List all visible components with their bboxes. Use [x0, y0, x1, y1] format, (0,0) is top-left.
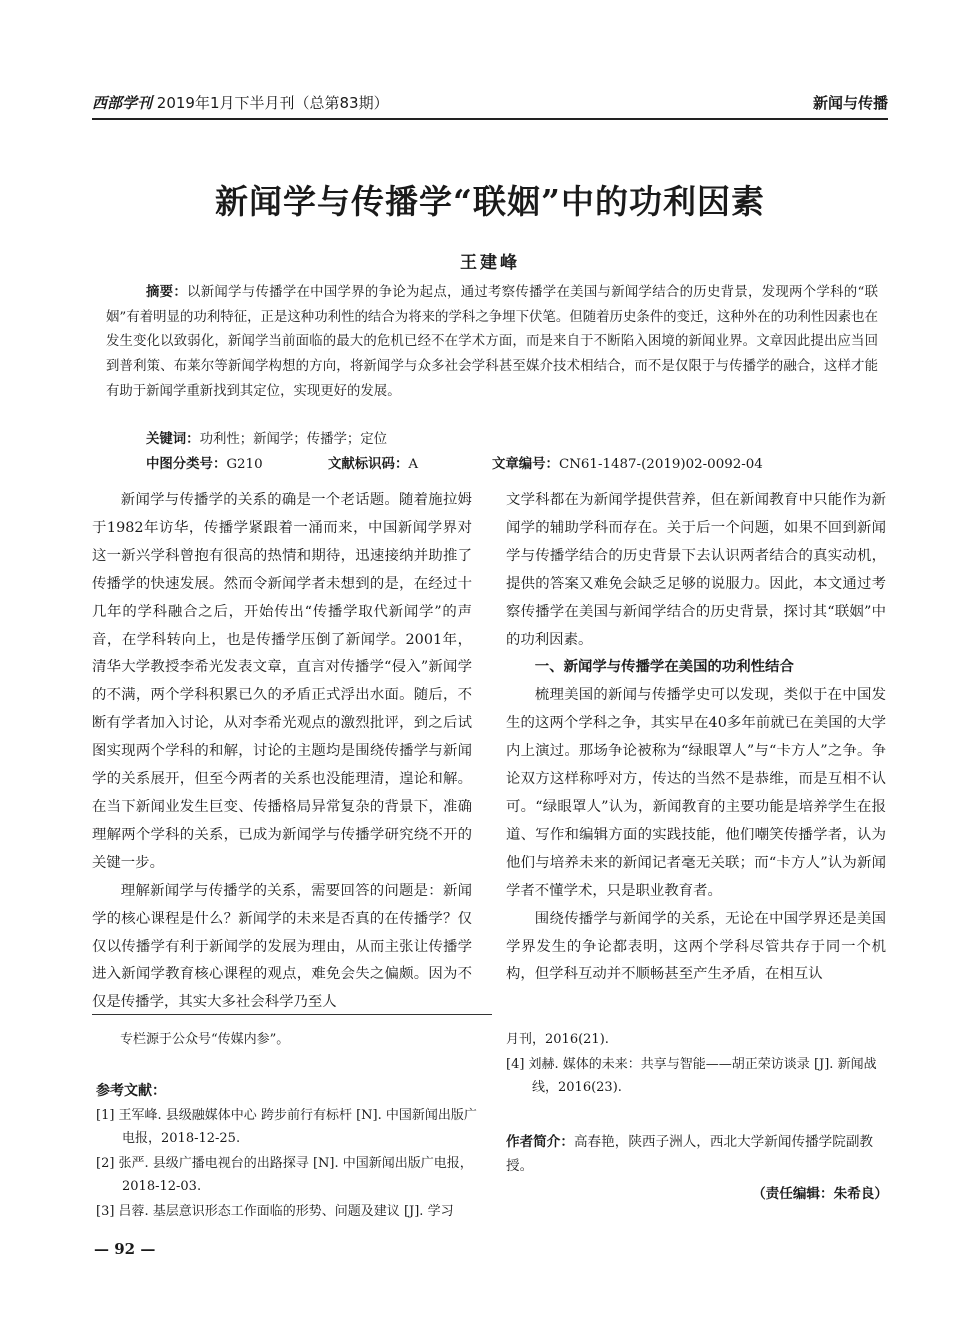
header-section: 新闻与传播	[812, 94, 888, 112]
article-number-value: CN61-1487-(2019)02-0092-04	[558, 457, 763, 472]
article-author: 王建峰	[460, 253, 520, 273]
abstract-text: 以新闻学与传播学在中国学界的争论为起点，通过考察传播学在美国与新闻学结合的历史背景，发现两个学科的“联姻”有着明显的功利特征，正是这种功利性的结合为将来的学科之争埋下伏笔。但随着历史条件的变迁，这种外在的功利性因素也在发生变化以致弱化，新闻学当前面临的最大的危机已经不在学术方面，而是来自于不断陷入困境的新闻业界。文章因此提出应当回到普利策、布莱尔等新闻学构想的方向，将新闻学与众多社会学科甚至媒介技术相结合，而不是仅限于与传播学的融合，这样才能有助于新闻学重新找到其定位，实现更好的发展。	[106, 285, 878, 399]
article-title: 新闻学与传播学“联姻”中的功利因素	[215, 182, 765, 221]
body-paragraph: 理解新闻学与传播学的关系，需要回答的问题是：新闻学的核心课程是什么？新闻学的未来是否真的在传播学？仅仅以传播学有利于新闻学的发展为理由，从而主张让传播学进入新闻学教育核心课程的观点，难免会失之偏颇。因为不仅是传播学，其实大多社会科学乃至人	[92, 882, 472, 1011]
body-paragraph: 围绕传播学与新闻学的关系，无论在中国学界还是美国学界发生的争论都表明，这两个学科尽管共存于同一个机构，但学科互动并不顺畅甚至产生矛盾，在相互认	[506, 910, 886, 983]
doc-code-value: A	[408, 457, 419, 472]
header-journal-issue	[92, 92, 389, 113]
article-number-label: 文章编号：	[492, 457, 559, 472]
journal-name: 西部学刊	[92, 94, 153, 112]
bio-text: 高春艳，陕西子洲人，西北大学新闻传播学院副教授。	[506, 1134, 874, 1174]
references-list-left	[96, 1104, 486, 1225]
header-rule	[92, 118, 888, 120]
clc-label: 中图分类号：	[146, 457, 227, 472]
issue-info: 2019年1月下半月刊（总第83期）	[156, 94, 389, 112]
clc-value: G210	[226, 457, 263, 472]
body-paragraph: 新闻学与传播学的关系的确是一个老话题。随着施拉姆于1982年访华，传播学紧跟着一涌而来，中国新闻学界对这一新兴学科曾抱有很高的热情和期待，迅速接纳并助推了传播学的快速发展。然而令新闻学者未想到的是，在经过十几年的学科融合之后，开始传出“传播学取代新闻学”的声音，在学科转向上，也是传播学压倒了新闻学。2001年，清华大学教授李希光发表文章，直言对传播学“侵入”新闻学的不满，两个学科积累已久的矛盾正式浮出水面。随后，不断有学者加入讨论，从对李希光观点的激烈批评，到之后试图实现两个学科的和解，讨论的主题均是围绕传播学与新闻学的关系展开，但至今两者的关系也没能理清，遑论和解。在当下新闻业发生巨变、传播格局异常复杂的背景下，准确理解两个学科的关系，已成为新闻学与传播学研究绕不开的关键一步。	[92, 492, 472, 871]
reference-item: 月刊，2016(21).	[506, 1032, 609, 1047]
reference-item: [2] 张严. 县级广播电视台的出路探寻 [N]. 中国新闻出版广电报，2018-12-03.	[96, 1156, 473, 1194]
keywords-label: 关键词：	[146, 432, 200, 447]
responsible-editor: （责任编辑：朱希良）	[752, 1186, 888, 1202]
references-list-right	[506, 1028, 890, 1101]
body-column-left	[92, 487, 472, 1017]
body-column-right	[506, 487, 886, 989]
doc-code-label: 文献标识码：	[328, 457, 409, 472]
reference-item: [4] 刘赫. 媒体的未来：共享与智能——胡正荣访谈录 [J]. 新闻战线，2016(23).	[506, 1057, 877, 1095]
abstract-label: 摘要：	[146, 285, 188, 300]
footnote-rule	[92, 1014, 492, 1015]
reference-item: [3] 吕蓉. 基层意识形态工作面临的形势、问题及建议 [J]. 学习	[96, 1204, 454, 1219]
abstract	[106, 281, 878, 405]
author-bio	[506, 1130, 892, 1178]
page-number: — 92 —	[94, 1240, 156, 1258]
body-paragraph: 文学科都在为新闻学提供营养，但在新闻教育中只能作为新闻学的辅助学科而存在。关于后一个问题，如果不回到新闻学与传播学结合的历史背景下去认识两者结合的真实动机，提供的答案又难免会缺乏足够的说服力。因此，本文通过考察传播学在美国与新闻学结合的历史背景，探讨其“联姻”中的功利因素。	[506, 492, 886, 648]
keywords	[146, 428, 387, 447]
reference-item: [1] 王军峰. 县级融媒体中心 跨步前行有标杆 [N]. 中国新闻出版广电报，2018-12-25.	[96, 1108, 477, 1146]
bio-label: 作者简介：	[506, 1134, 574, 1150]
references-title: 参考文献：	[96, 1083, 166, 1099]
footnote-text: 专栏源于公众号“传媒内参”。	[120, 1032, 290, 1047]
keywords-text: 功利性；新闻学；传播学；定位	[199, 432, 388, 447]
section-heading: 一、新闻学与传播学在美国的功利性结合	[534, 659, 794, 676]
body-paragraph: 梳理美国的新闻与传播学史可以发现，类似于在中国发生的这两个学科之争，其实早在40多年前就已在美国的大学内上演过。那场争论被称为“绿眼罩人”与“卡方人”之争。争论双方这样称呼对方，传达的当然不是恭维，而是互相不认可。“绿眼罩人”认为，新闻教育的主要功能是培养学生在报道、写作和编辑方面的实践技能，他们嘲笑传播学者，认为他们与培养未来的新闻记者毫无关联；而“卡方人”认为新闻学者不懂学术，只是职业教育者。	[506, 687, 886, 899]
